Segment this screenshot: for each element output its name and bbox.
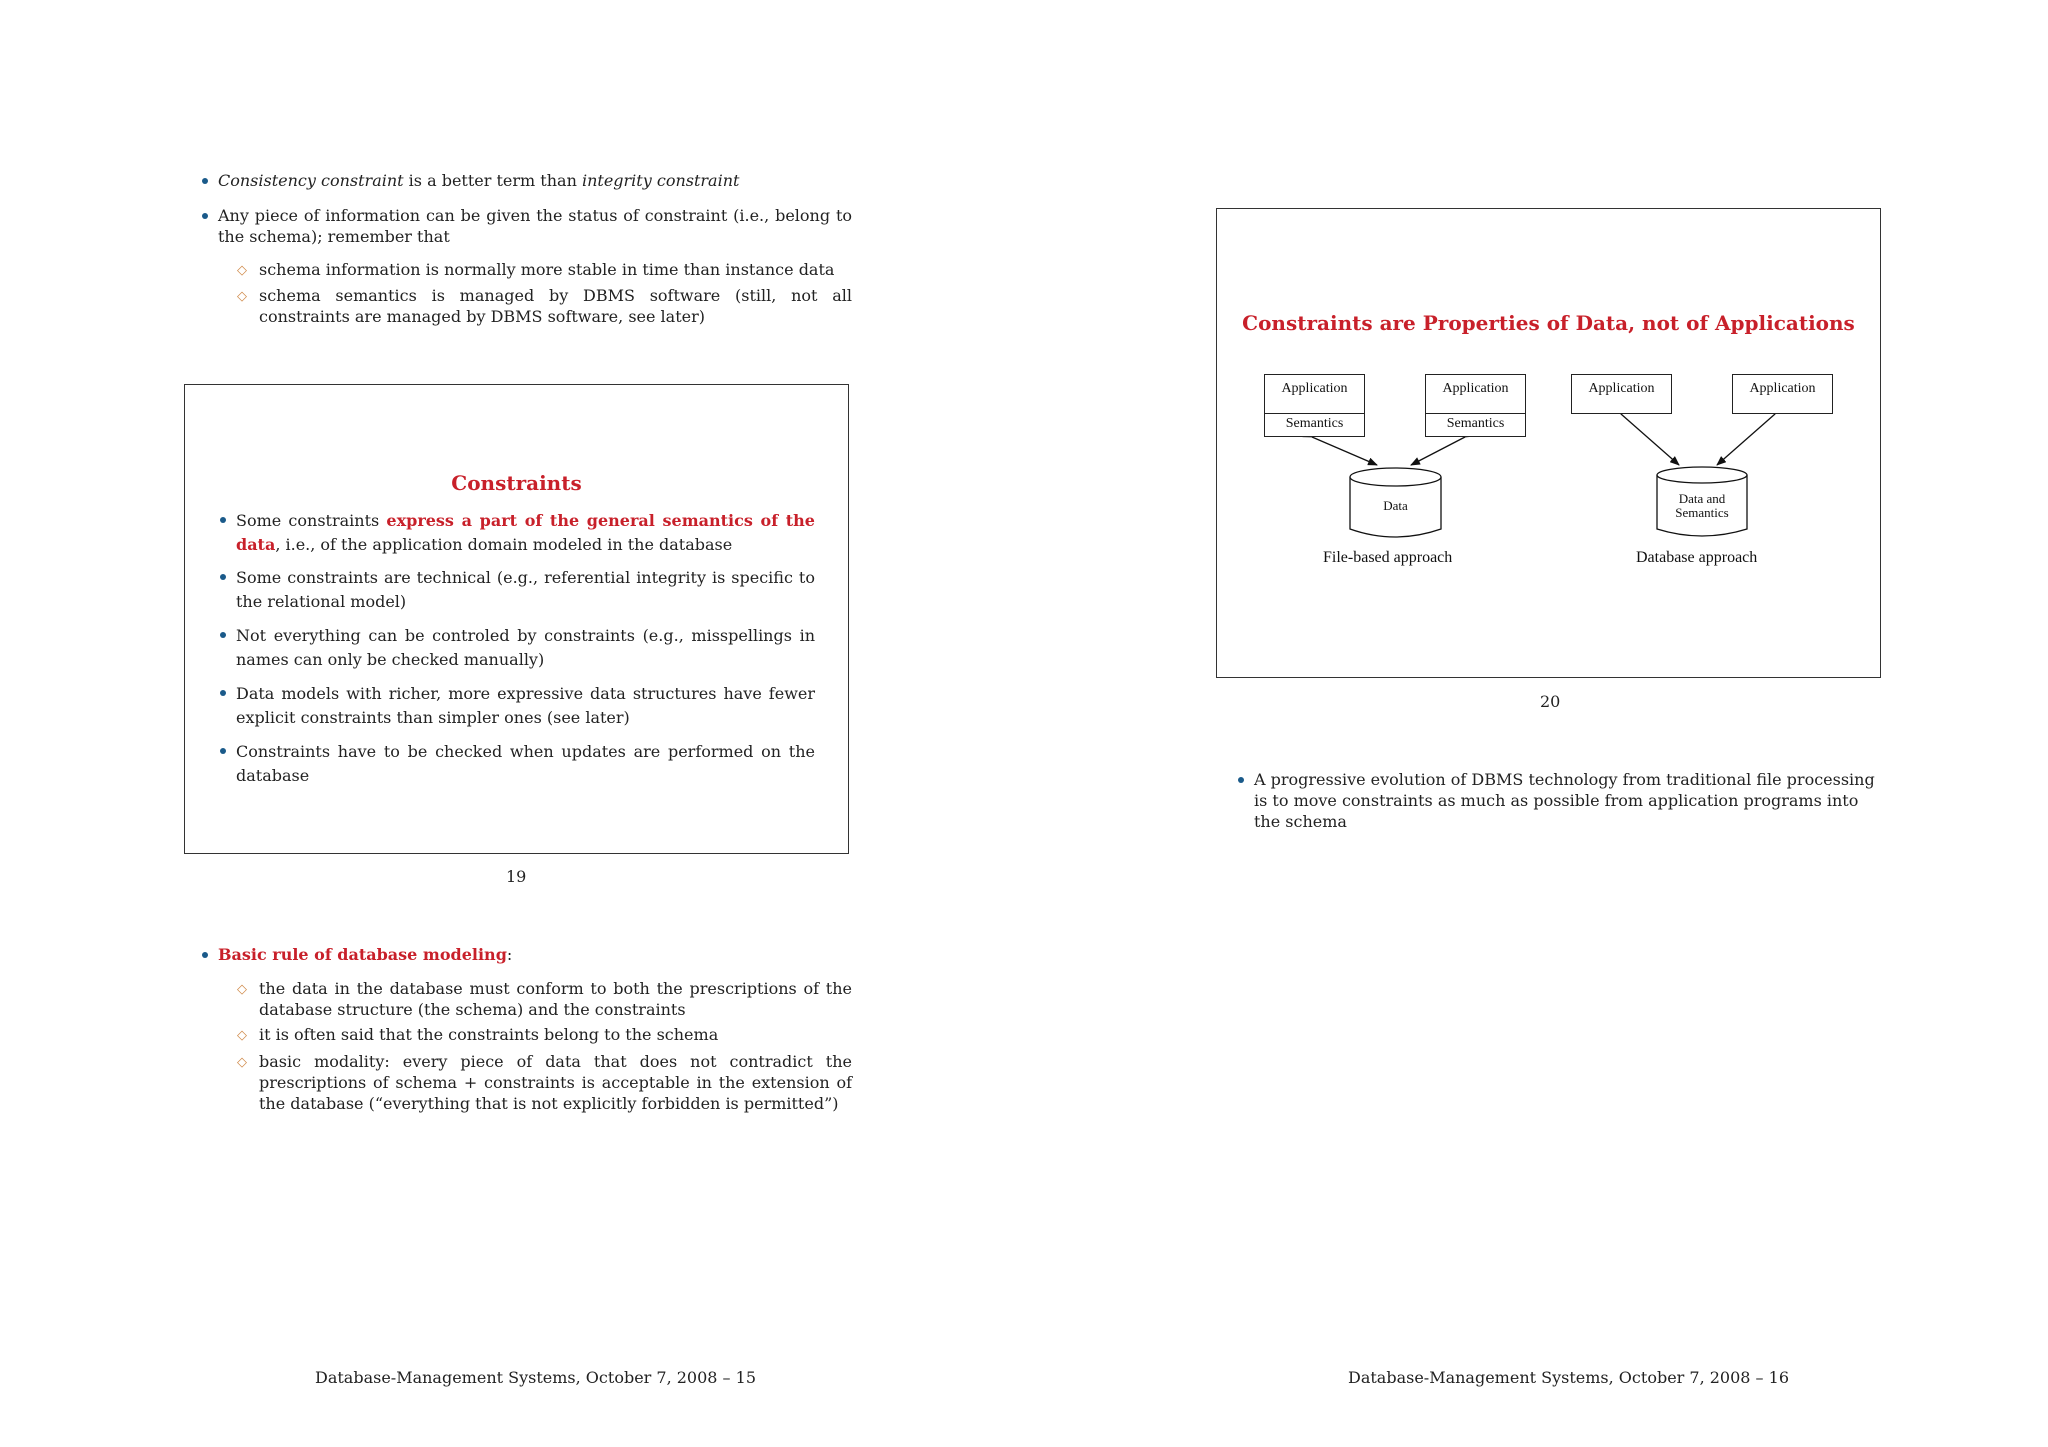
term-consistency: Consistency constraint [218,171,404,190]
application-box-2: Application Semantics [1425,374,1526,437]
diamond-icon: ◇ [237,289,247,304]
subbullet-schema-stable: ◇ schema information is normally more stable in time than instance data [237,260,835,279]
diamond-icon: ◇ [237,1028,247,1043]
slide-title: Constraints are Properties of Data, not of Applications [1242,311,1855,335]
diamond-icon: ◇ [237,982,247,997]
bullet-basic-rule: Basic rule of database modeling: [202,944,852,965]
application-box-4: Application [1732,374,1833,414]
page-number-20: 20 [1540,692,1561,711]
bullet-dot [220,748,226,754]
bullet-dot [202,952,208,958]
slide19-bullet-2: Some constraints are technical (e.g., referential integrity is specific to the relational model) [220,566,815,614]
data-cylinder-label: Data [1383,498,1408,513]
application-box-1: Application Semantics [1264,374,1365,437]
bullet-dot [1238,777,1244,783]
footer-left: Database-Management Systems, October 7, 2008 – 15 [315,1368,756,1387]
slide19-bullet-4: Data models with richer, more expressive data structures have fewer explicit constraints than simpler ones (see later) [220,682,815,730]
term-integrity: integrity constraint [581,171,740,190]
slide-19-frame [184,384,849,854]
slide19-bullet-1: Some constraints express a part of the general semantics of the data, i.e., of the application domain modeled in the database [220,509,815,557]
slide-title: Constraints [451,471,582,495]
slide19-bullet-5: Constraints have to be checked when updates are performed on the database [220,740,815,788]
caption-file-based: File-based approach [1323,549,1453,566]
slide-20-frame [1216,208,1881,678]
subbullet-data-conform: ◇ the data in the database must conform to both the prescriptions of the database structure (the schema) and the constraints [237,979,852,1019]
bullet-consistency: Consistency constraint is a better term than integrity constraint [202,170,852,191]
bullet-dot [220,690,226,696]
data-semantics-cylinder-label: Data and Semantics [1675,491,1729,520]
bullet-dot [202,213,208,219]
diamond-icon: ◇ [237,1055,247,1070]
bullet-dot [202,178,208,184]
diamond-icon: ◇ [237,263,247,278]
application-box-3: Application [1571,374,1672,414]
bullet-dot [220,632,226,638]
diagram-arrows [1217,209,1879,675]
subbullet-schema-semantics: ◇ schema semantics is managed by DBMS software (still, not all constraints are managed by DBMS software, see later) [237,286,852,326]
bullet-status-of-constraint: Any piece of information can be given the status of constraint (i.e., belong to the schema); remember that [202,205,852,247]
footer-right: Database-Management Systems, October 7, 2008 – 16 [1348,1368,1789,1387]
caption-database: Database approach [1636,549,1758,566]
subbullet-basic-modality: ◇ basic modality: every piece of data that does not contradict the prescriptions of schema + constraints is acceptable in the extension of the database (“everything that is not explicitly forbidden is permitted”) [237,1052,852,1113]
slide19-bullet-3: Not everything can be controled by constraints (e.g., misspellings in names can only be checked manually) [220,624,815,672]
bullet-dot [220,517,226,523]
subbullet-belong-schema: ◇ it is often said that the constraints belong to the schema [237,1025,719,1044]
bullet-dot [220,574,226,580]
page-number-19: 19 [506,867,527,886]
bullet-progressive-evolution: A progressive evolution of DBMS technology from traditional file processing is to move constraints as much as possible from application programs into the schema [1238,769,1888,832]
